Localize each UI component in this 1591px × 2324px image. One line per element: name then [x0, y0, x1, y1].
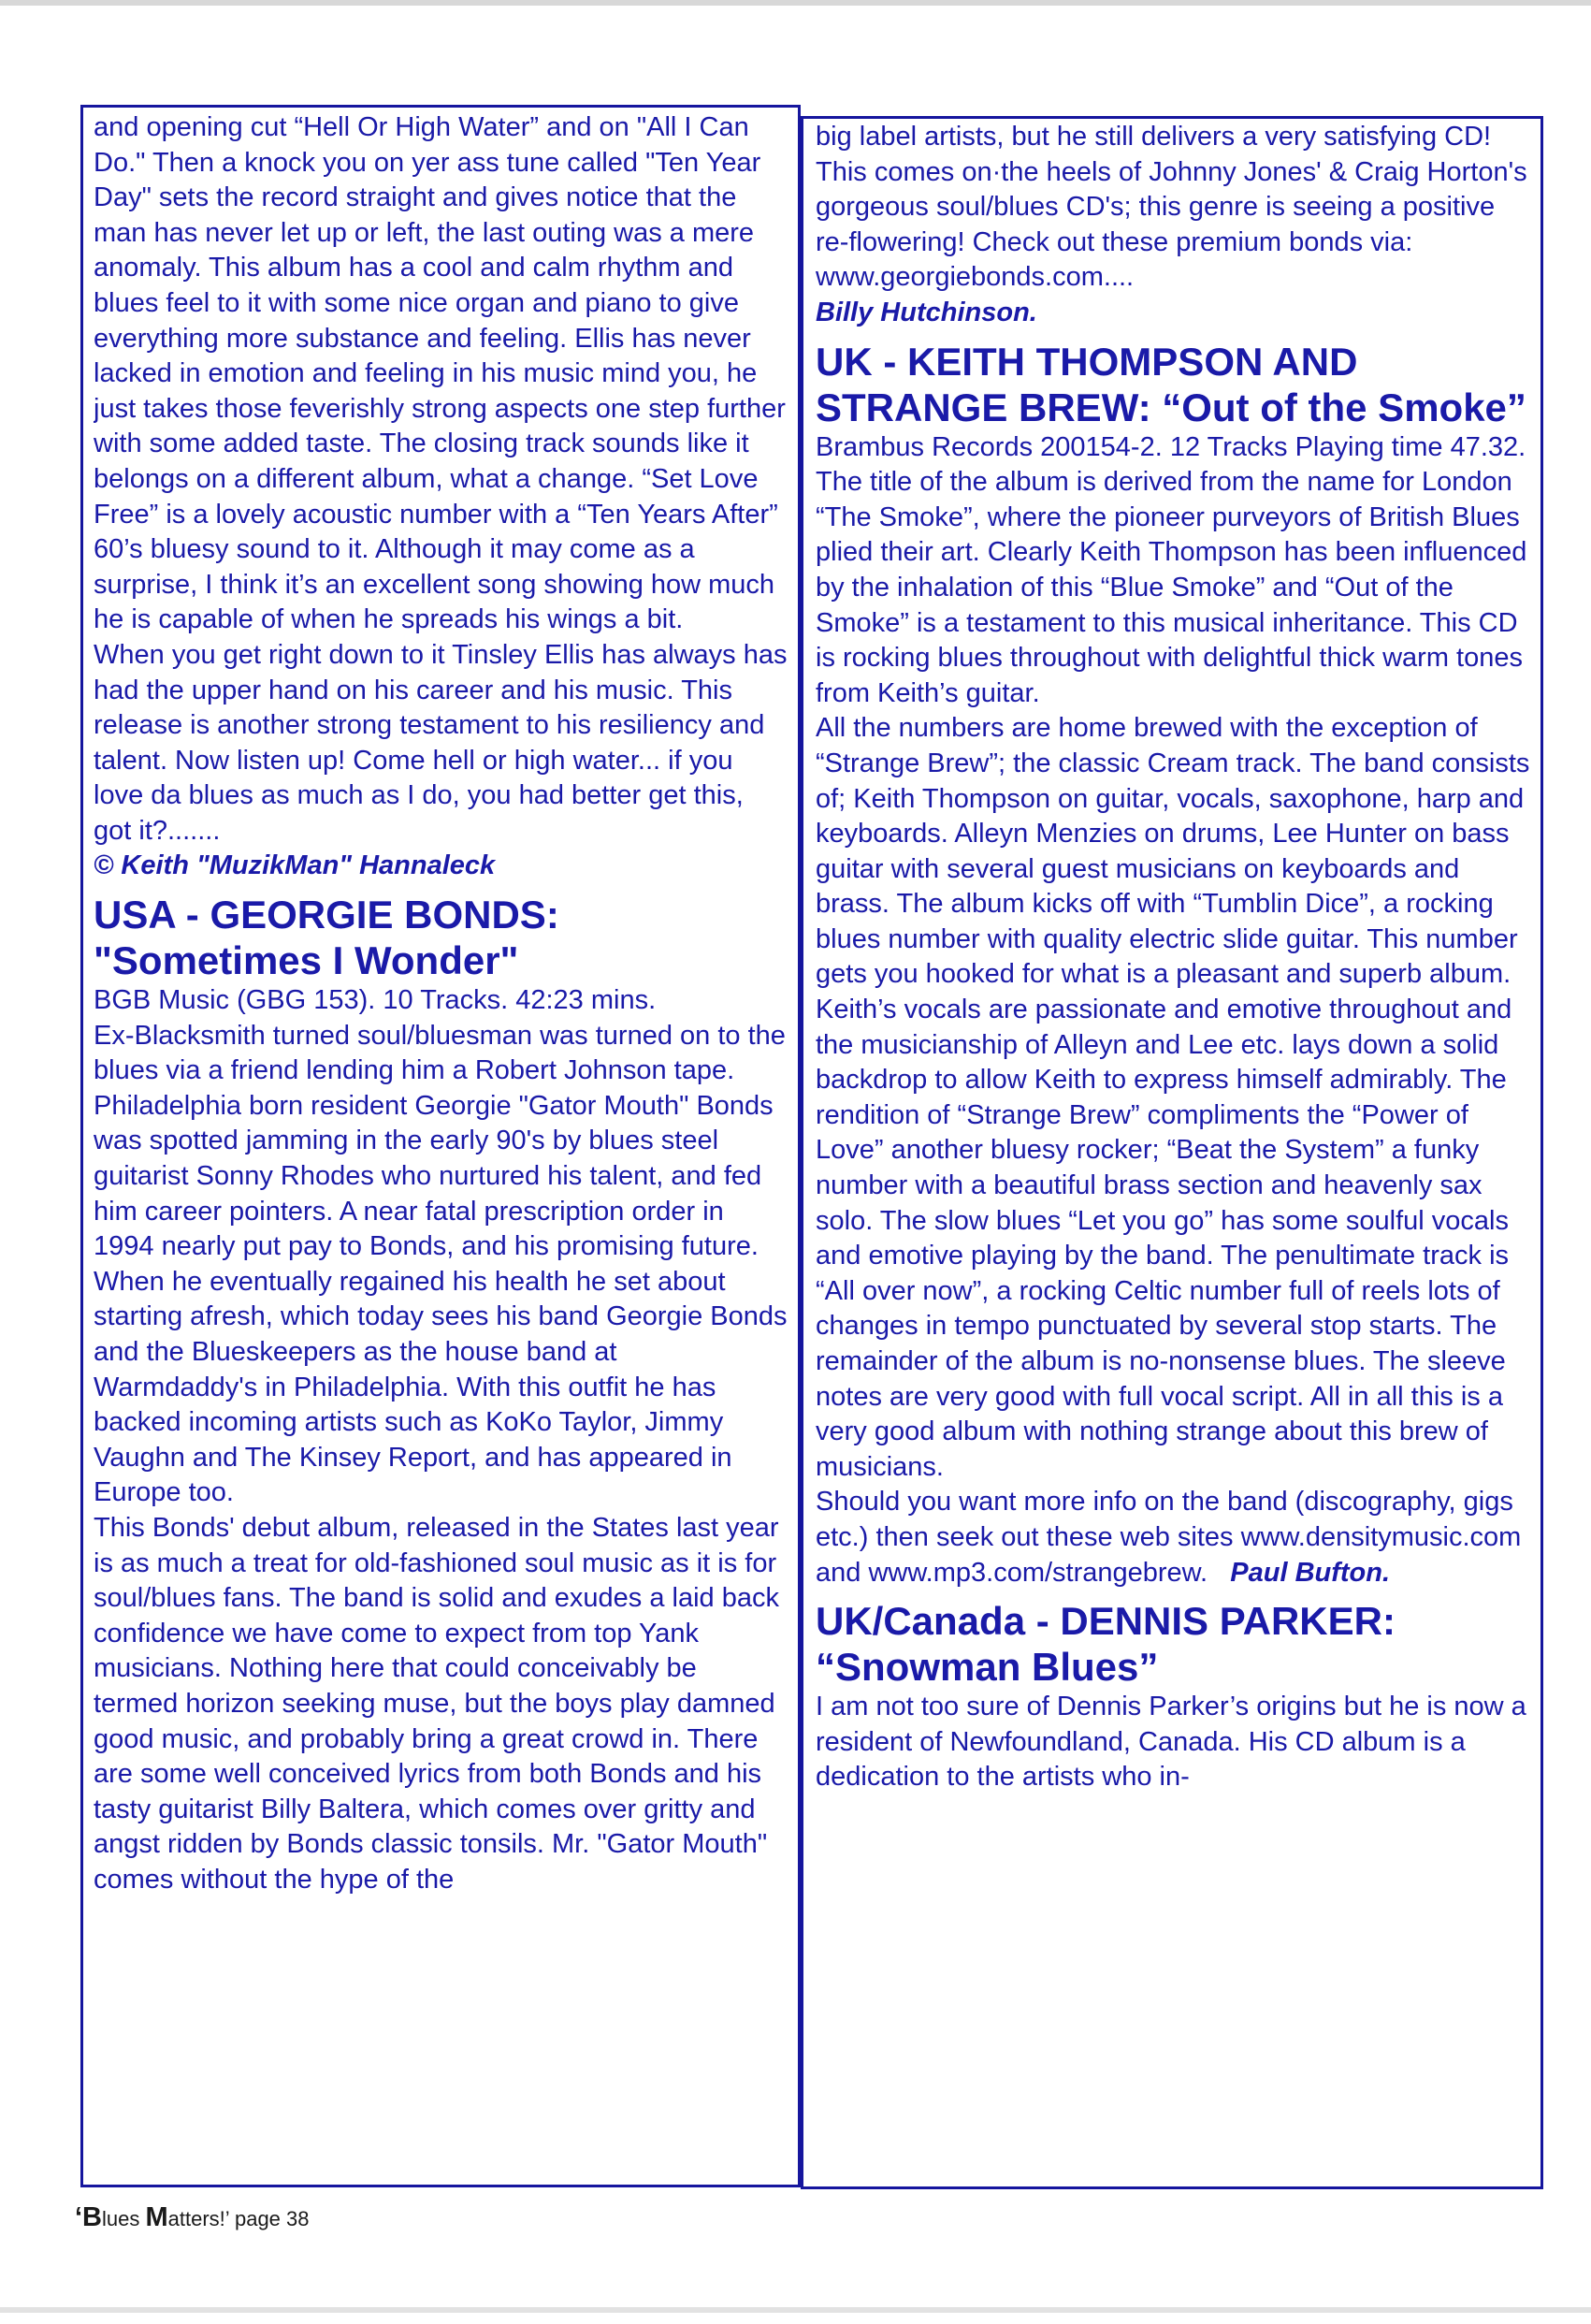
review-georgie-bonds-album: This Bonds' debut album, released in the States last year is as much a treat for old-fashioned soul music as it is for soul/blues fans. The band is solid and exudes a laid back confidence we have come to expect from top Yank musicians. Nothing here that could conceivably be termed horizon seeking muse, but the boys play damned good music, and probably bring a great crowd in. There are some well conceived lyrics from both Bonds and his tasty guitarist Billy Baltera, which comes over gritty and angst ridden by Bonds classic tonsils. Mr. "Gator Mouth" comes without the hype of the [94, 1512, 780, 1895]
review-georgie-bonds-continued: big label artists, but he still delivers a very satisfying CD! [816, 122, 1492, 152]
review-tinsley-ellis-conclusion: When you get right down to it Tinsley Ellis has always has had the upper hand on his career and his music. This release is another strong testament to his resiliency and talent. Now listen up! Come hell or high water... if you love da blues as much as I do, you had better get this, got it?....... [94, 639, 788, 846]
review-dennis-parker-text: I am not too sure of Dennis Parker’s origins but he is now a resident of Newfoundland, Canada. His CD album is a dedication to the artists who in- [816, 1692, 1526, 1793]
review-heading-keith-thompson: UK - KEITH THOMPSON AND STRANGE BREW: “Out of the Smoke” [816, 339, 1526, 429]
review-tinsley-ellis-text: and opening cut “Hell Or High Water” and on "All I Can Do." Then a knock you on yer ass tune called "Ten Year Day" sets the record straight and gives notice that the man has never let up or left, the last outing was a mere anomaly. This album has a cool and calm rhythm and blues feel to it with some nice organ and piano to give everything more substance and feeling. Ellis has never lacked in emotion and feeling in his music mind you, he just takes those feverishly strong aspects one step further with some added taste. The closing track sounds like it belongs on a different album, what a change. “Set Love Free” is a lovely acoustic number with a “Ten Years After” 60’s bluesy sound to it. Although it may come as a surprise, I think it’s an excellent song showing how much he is capable of when he spreads his wings a bit. [94, 112, 786, 635]
review-keith-thompson-links: Should you want more info on the band (discography, gigs etc.) then seek out these web sites www.densitymusic.com and www.mp3.com/strangebrew. [816, 1487, 1522, 1588]
reviewer-signature: Billy Hutchinson. [816, 297, 1037, 327]
top-edge-rule [0, 0, 1591, 6]
review-keith-thompson-body: All the numbers are home brewed with the exception of “Strange Brew”; the classic Cream track. The band consists of; Keith Thompson on guitar, vocals, saxophone, harp and keyboards. Alleyn Menzies on drums, Lee Hunter on bass guitar with several guest musicians on keyboards and brass. The album kicks off with “Tumblin Dice”, a rocking blues number with quality electric slide guitar. This number gets you hooked for what is a pleasant and superb album. Keith’s vocals are passionate and emotive throughout and the musicianship of Alleyn and Lee etc. lays down a solid backdrop to allow Keith to express himself admirably. The rendition of “Strange Brew” compliments the “Power of Love” another bluesy rocker; “Beat the System” a funky number with a beautiful brass section and heavenly sax solo. The slow blues “Let you go” has some soulful vocals and emotive playing by the band. The penultimate track is “All over now”, a rocking Celtic number full of reels lots of changes in tempo punctuated by several stop starts. The remainder of the album is no-nonsense blues. The sleeve notes are very good with full vocal script. All in all this is a very good album with nothing strange about this brew of musicians. [816, 713, 1530, 1482]
left-column [94, 110, 788, 2182]
footer-letter: M [145, 2202, 168, 2232]
reviewer-signature: © Keith "MuzikMan" Hannaleck [94, 850, 496, 881]
release-info: BGB Music (GBG 153). 10 Tracks. 42:23 mins. [94, 985, 657, 1016]
review-heading-dennis-parker: UK/Canada - DENNIS PARKER: “Snowman Blues” [816, 1599, 1396, 1690]
review-georgie-bonds-bio: Ex-Blacksmith turned soul/bluesman was turned on to the blues via a friend lending him a Robert Johnson tape. Philadelphia born resident Georgie "Gator Mouth" Bonds was spotted jamming in the early 90's by blues steel guitarist Sonny Rhodes who nurtured his talent, and fed him career pointers. A near fatal prescription order in 1994 nearly put pay to Bonds, and his promising future. When he eventually regained his health he set about starting afresh, which today sees his band Georgie Bonds and the Blueskeepers as the house band at Warmdaddy's in Philadelphia. With this outfit he has backed incoming artists such as KoKo Taylor, Jimmy Vaughn and The Kinsey Report, and has appeared in Europe too. [94, 1020, 788, 1508]
bottom-edge-rule [0, 2307, 1591, 2313]
release-info: Brambus Records 200154-2. 12 Tracks Playing time 47.32. [816, 431, 1526, 462]
footer-text: atters!’ page 38 [167, 2207, 310, 2230]
review-georgie-bonds-closing: This comes on·the heels of Johnny Jones' & Craig Horton's gorgeous soul/blues CD's; this genre is seeing a positive re-flowering! Check out these premium bonds via: www.georgiebonds.com.... [816, 156, 1527, 293]
right-column [816, 120, 1530, 2184]
page-footer [75, 2202, 310, 2233]
review-keith-thompson-info [816, 1485, 1530, 1590]
review-heading-georgie-bonds: USA - GEORGIE BONDS: "Sometimes I Wonder" [94, 893, 559, 983]
footer-letter: ‘B [75, 2202, 102, 2232]
review-keith-thompson-intro: The title of the album is derived from the name for London “The Smoke”, where the pioneer purveyors of British Blues plied their art. Clearly Keith Thompson has been influenced by the inhalation of this “Blue Smoke” and “Out of the Smoke” is a testament to this musical inheritance. This CD is rocking blues throughout with delightful thick warm tones from Keith’s guitar. [816, 467, 1527, 708]
footer-text: lues [102, 2207, 146, 2230]
reviewer-signature: Paul Bufton. [1230, 1557, 1391, 1588]
